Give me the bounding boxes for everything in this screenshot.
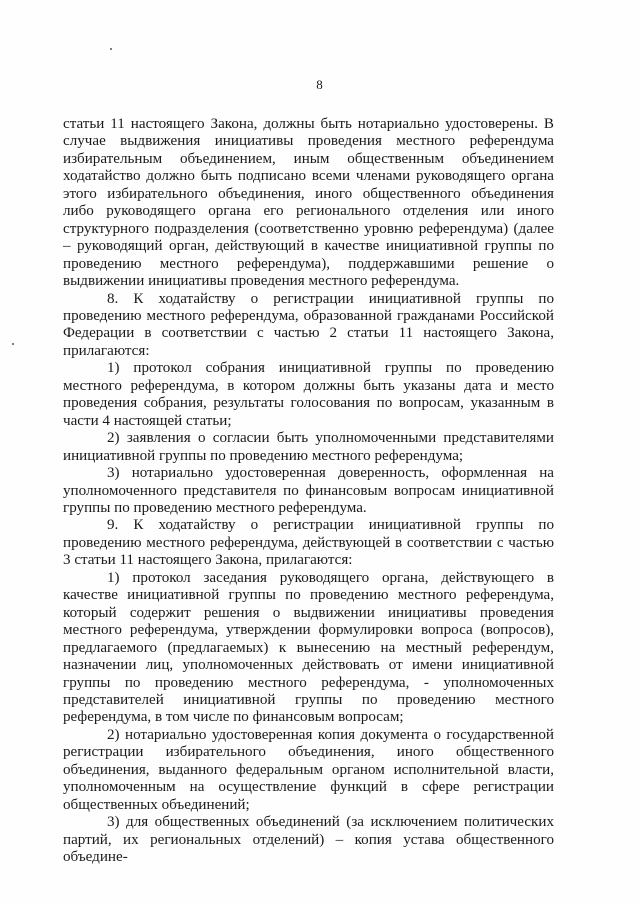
- document-body: [63, 116, 554, 866]
- paragraph-9-item-1: 1) протокол заседания руководящего органа, действующего в качестве инициативной группы по проведению местного референдума, который содержит решения о выдвижении инициативы проведения местного референдума, утверждении формулировки вопроса (вопросов), предлагаемого (предлагаемых) к вынесению на местный референдум, назначении лиц, уполномоченных действовать от имени инициативной группы по проведению местного референдума, - уполномоченных представителей инициативной группы по проведению местного референдума, в том числе по финансовым вопросам;: [63, 569, 554, 726]
- scan-speck: [110, 48, 112, 50]
- paragraph-8-item-1: 1) протокол собрания инициативной группы по проведению местного референдума, в котором должны быть указаны дата и место проведения собрания, результаты голосования по вопросам, указанным в части 4 настоящей статьи;: [63, 360, 554, 429]
- paragraph-8: 8. К ходатайству о регистрации инициативной группы по проведению местного референдума, образованной гражданами Российской Федерации в соответствии с частью 2 статьи 11 настоящего Закона, прилагаются:: [63, 290, 554, 359]
- paragraph-8-item-3: 3) нотариально удостоверенная доверенность, оформленная на уполномоченного представителя по финансовым вопросам инициативной группы по проведению местного референдума.: [63, 465, 554, 516]
- scan-speck: [12, 343, 14, 345]
- paragraph-9-item-2: 2) нотариально удостоверенная копия документа о государственной регистрации избирательного объединения, иного общественного объединения, выданного федеральным органом исполнительной власти, уполномоченным на осуществление функций в сфере регистрации общественных объединений;: [63, 726, 554, 813]
- paragraph-continuation: статьи 11 настоящего Закона, должны быть нотариально удостоверены. В случае выдвижения инициативы проведения местного референдума избирательным объединением, иным общественным объединением ходатайство должно быть подписано всеми членами руководящего органа этого избирательного объединения, иного общественного объединения либо руководящего органа его регионального отделения или иного структурного подразделения (соответственно уровню референдума) (далее – руководящий орган, действующий в качестве инициативной группы по проведению местного референдума), поддержавшими решение о выдвижении инициативы проведения местного референдума.: [63, 116, 554, 290]
- paragraph-8-item-2: 2) заявления о согласии быть уполномоченными представителями инициативной группы по проведению местного референдума;: [63, 430, 554, 464]
- paragraph-9-item-3: 3) для общественных объединений (за исключением политических партий, их региональных отделений) – копия устава общественного объедине-: [63, 814, 554, 866]
- page-number: 8: [316, 77, 323, 92]
- paragraph-9: 9. К ходатайству о регистрации инициативной группы по проведению местного референдума, действующей в соответствии с частью 3 статьи 11 настоящего Закона, прилагаются:: [63, 517, 554, 569]
